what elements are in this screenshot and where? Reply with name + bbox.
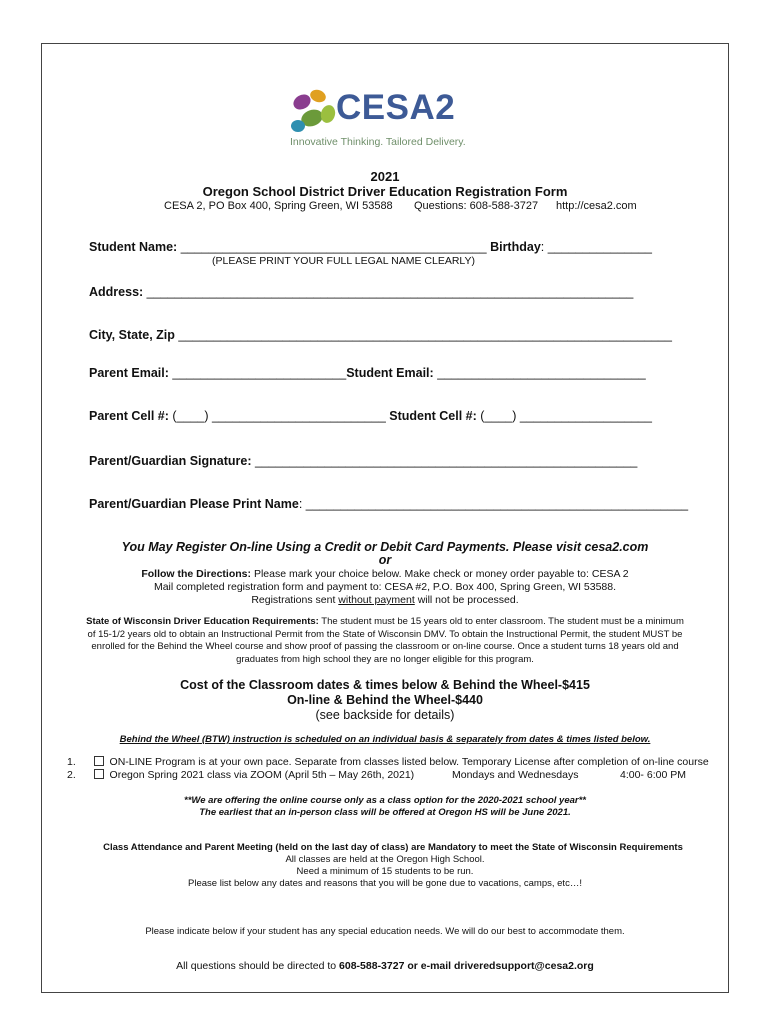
student-name-field[interactable]: ____________________________________________ [180,240,487,254]
cost-line-1: Cost of the Classroom dates & times below & Behind the Wheel-$415 [180,678,590,692]
special-needs-note: Please indicate below if your student has any special education needs. We will do our best to accommodate them. [145,926,625,937]
address-label: Address: [89,285,144,299]
name-note: (PLEASE PRINT YOUR FULL LEGAL NAME CLEARLY) [212,255,475,267]
directions-label: Follow the Directions: [141,568,252,580]
parent-cell-label: Parent Cell #: [89,409,169,423]
option-2-days: Mondays and Wednesdays [452,769,579,781]
cost-line-3: (see backside for details) [315,708,455,722]
directions-text: Please mark your choice below. Make check or money order payable to: CESA 2 [253,568,629,580]
contact-prefix: All questions should be directed to [176,960,337,972]
student-cell-label: Student Cell #: [389,409,477,423]
mail-line: Mail completed registration form and payment to: CESA #2, P.O. Box 400, Spring Green, WI 53588. [153,581,617,593]
cell-row [89,409,652,423]
requirements-paragraph [62,616,708,666]
logo-tagline: Innovative Thinking. Tailored Delivery. [290,136,466,148]
option-2-text: Oregon Spring 2021 class via ZOOM (April 5th – May 26th, 2021) [109,769,415,781]
birthday-label: Birthday [490,240,541,254]
online-heading: You May Register On-line Using a Credit or Debit Card Payments. Please visit cesa2.com [121,540,649,554]
address-row [89,285,633,299]
form-year: 2021 [370,169,400,184]
signature-row [89,454,637,468]
attendance-line-2: All classes are held at the Oregon High School. [285,854,485,865]
payment-note-suffix: will not be processed. [417,594,519,606]
print-name-field[interactable]: : _______________________________________________________ [298,497,689,511]
city-field[interactable]: _______________________________________________________________________ [178,328,672,342]
form-title: Oregon School District Driver Education Registration Form [202,184,568,199]
signature-label: Parent/Guardian Signature: [89,454,252,468]
requirements-line-3: enrolled for the Behind the Wheel course and show proof of passing the classroom or on-line course. Once a student turns 18 years old and [91,641,679,652]
option-1 [67,756,709,768]
attendance-line-4: Please list below any dates and reasons that you will be gone due to vacations, camps, etc…! [188,878,582,889]
payment-note [0,594,770,606]
directions-line [0,568,770,580]
header-website[interactable]: http://cesa2.com [556,200,637,212]
print-name-label: Parent/Guardian Please Print Name [89,497,299,511]
btw-note: Behind the Wheel (BTW) instruction is scheduled on an individual basis & separately from dates & times listed below. [119,734,651,745]
student-name-label: Student Name: [89,240,178,254]
print-name-row [89,497,688,511]
attendance-line-1: Class Attendance and Parent Meeting (held on the last day of class) are Mandatory to meet the State of Wisconsin Requirements [103,842,683,853]
requirements-label: State of Wisconsin Driver Education Requirements: [86,616,319,627]
email-row [89,366,646,380]
header-questions: Questions: 608-588-3727 [414,200,539,212]
student-name-row [89,240,652,254]
city-label: City, State, Zip [89,328,175,342]
requirements-line-4: graduates from high school they are no longer eligible for this program. [236,653,534,665]
option-1-text: ON-LINE Program is at your own pace. Separate from classes listed below. Temporary License after completion of on-line course [109,756,709,768]
requirements-line-1 [62,616,708,629]
address-field[interactable]: ______________________________________________________________________ [146,285,634,299]
online-or: or [378,553,392,567]
option-2-time: 4:00- 6:00 PM [620,769,686,781]
birthday-field[interactable]: : _______________ [540,240,652,254]
requirements-line-2: of 15-1/2 years old to obtain an Instructional Permit from the State of Wisconsin DMV. To obtain the Instructional Permit, the student MUST be [87,628,683,640]
parent-email-label: Parent Email: [89,366,169,380]
option-2-checkbox[interactable] [94,769,104,779]
payment-note-underlined: without payment [338,594,415,606]
option-1-checkbox[interactable] [94,756,104,766]
option-1-number: 1. [67,756,76,768]
cost-line-2: On-line & Behind the Wheel-$440 [287,693,483,707]
parent-email-field[interactable]: _________________________ [172,366,347,380]
option-2 [67,769,414,781]
student-cell-field[interactable]: (____) ___________________ [480,409,652,423]
attendance-line-3: Need a minimum of 15 students to be run. [296,866,474,877]
payment-note-prefix: Registrations sent [251,594,336,606]
city-row [89,328,672,342]
contact-details[interactable]: 608-588-3727 or e-mail driveredsupport@cesa2.org [339,960,594,972]
option-2-number: 2. [67,769,76,781]
student-email-label: Student Email: [346,366,434,380]
contact-line [0,960,770,972]
parent-cell-field[interactable]: (____) _________________________ [172,409,386,423]
signature-field[interactable]: _______________________________________________________ [255,454,638,468]
logo-brand: CESA2 [336,88,456,127]
requirements-text-1: The student must be 15 years old to enter classroom. The student must be a minimum [321,616,684,627]
offering-line-1: **We are offering the online course only as a class option for the 2020-2021 school year** [184,795,586,806]
header-address: CESA 2, PO Box 400, Spring Green, WI 53588 [164,200,393,212]
offering-line-2: The earliest that an in-person class will be offered at Oregon HS will be June 2021. [199,807,571,818]
student-email-field[interactable]: ______________________________ [437,366,646,380]
